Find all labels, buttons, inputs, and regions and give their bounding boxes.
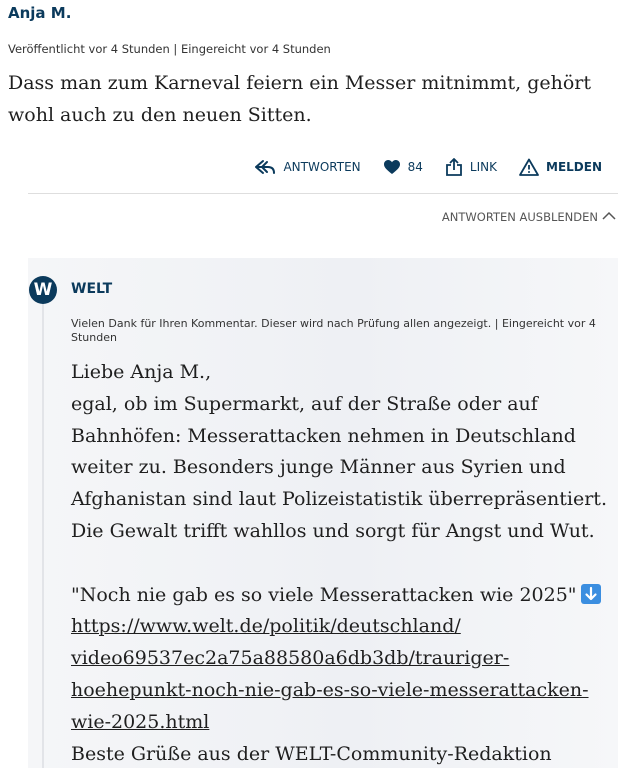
video-title-line (71, 580, 616, 612)
down-arrow-emoji-icon (581, 584, 601, 604)
comment-text: Dass man zum Karneval feiern ein Messer mitnimmt, gehört wohl auch zu den neuen Sitten. (8, 72, 591, 126)
share-icon (445, 158, 463, 176)
reply-body: egal, ob im Supermarkt, auf der Straße oder auf Bahnhöfen: Messerattacken nehmen in Deutschland weiter zu. Besonders junge Männer aus Syrien und Afghanistan sind laut Polizeistatistik überrepräsentiert. Die Gewalt trifft wahllos und sorgt für Angst und Wut. (71, 392, 607, 542)
reply-author[interactable]: WELT (71, 281, 113, 297)
reply-label: ANTWORTEN (283, 160, 361, 174)
heart-icon (383, 159, 401, 175)
reply-meta: Vielen Dank für Ihren Kommentar. Dieser wird nach Prüfung allen angezeigt. | Eingereicht vor 4 Stunden (71, 317, 596, 344)
link-line: https://www.welt.de/politik/deutschland/ (71, 615, 461, 638)
reply-signoff: Beste Grüße aus der WELT-Community-Redaktion (71, 742, 552, 765)
reply-arrow-icon (254, 159, 276, 175)
report-button[interactable] (519, 158, 602, 176)
warning-icon (519, 158, 539, 176)
report-label: MELDEN (546, 160, 602, 174)
divider (28, 193, 618, 194)
like-count: 84 (407, 160, 423, 174)
link-line: hoehepunkt-noch-nie-gab-es-so-viele-messerattacken- (71, 678, 589, 701)
reply-greeting: Liebe Anja M., (71, 361, 212, 383)
avatar: W (29, 276, 57, 304)
link-label: LINK (469, 160, 497, 174)
link-line: wie-2025.html (71, 710, 210, 733)
hide-replies-label: ANTWORTEN AUSBLENDEN (441, 210, 598, 224)
hide-replies-toggle[interactable] (442, 210, 616, 224)
comment-actions (232, 155, 602, 179)
link-line: video69537ec2a75a88580a6db3db/trauriger- (71, 647, 510, 670)
comment-meta: Veröffentlicht vor 4 Stunden | Eingereicht vor 4 Stunden (8, 42, 331, 56)
like-button[interactable] (383, 159, 423, 175)
video-title: "Noch nie gab es so viele Messerattacken wie 2025" (71, 583, 577, 606)
video-link[interactable] (71, 611, 616, 738)
link-button[interactable] (445, 158, 497, 176)
reply-thread-line (42, 300, 44, 768)
reply-spacer (71, 548, 616, 580)
chevron-up-icon (602, 210, 616, 224)
comment-author[interactable]: Anja M. (8, 4, 72, 22)
reply-button[interactable] (254, 159, 360, 175)
reply-text (71, 357, 616, 770)
